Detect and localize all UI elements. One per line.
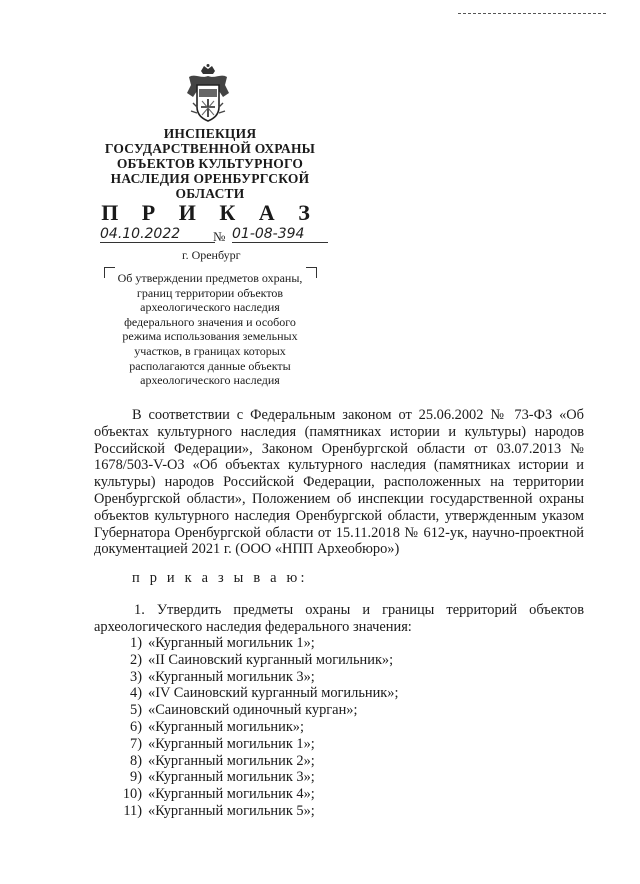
list-item: [110, 702, 398, 719]
order-date: 04.10.2022: [100, 226, 215, 243]
list-item: [110, 803, 398, 820]
list-item-text: «Курганный могильник 2»;: [148, 752, 315, 769]
list-item: [110, 685, 398, 702]
list-item-text: «IV Саиновский курганный могильник»;: [148, 685, 399, 702]
preamble-paragraph: В соответствии с Федеральным законом от 25.06.2002 № 73-ФЗ «Об объектах культурного наследия (памятниках истории и культуры) народов Российской Федерации», Законом Оренбургской области от 03.07.2013 № 1678/503-V-ОЗ «Об объектах культурного наследия (памятниках истории и культуры) народов Российской Федерации, расположенных на территории Оренбургской области», Положением об инспекции государственной охраны объектов культурного наследия Оренбургской области, утвержденным указом Губернатора Оренбургской области от 15.11.2018 № 612-ук, научно-проектной документацией 2021 г. (ООО «НПП Археобюро»): [94, 407, 584, 558]
city-name: г. Оренбург: [182, 248, 241, 262]
org-line: ГОСУДАРСТВЕННОЙ ОХРАНЫ: [104, 141, 316, 156]
coat-of-arms-icon: [185, 63, 231, 123]
list-item-number: 2): [130, 651, 142, 668]
list-item-number: 4): [130, 685, 142, 702]
list-item: [110, 736, 398, 753]
heritage-objects-list: [110, 635, 398, 820]
list-item-number: 8): [130, 752, 142, 769]
list-item-text: «Курганный могильник 3»;: [148, 769, 315, 786]
list-item-text: «Саиновский одиночный курган»;: [148, 702, 358, 719]
clause-1: 1. Утвердить предметы охраны и границы территорий объектов археологического наследия федерального значения:: [94, 602, 584, 635]
list-item-text: «Курганный могильник 1»;: [148, 735, 315, 752]
list-item-text: «Курганный могильник 1»;: [148, 635, 315, 651]
list-item-number: 6): [130, 718, 142, 735]
list-item-text: «Курганный могильник»;: [148, 718, 304, 735]
organization-name: [92, 126, 328, 201]
list-item-number: 7): [130, 735, 142, 752]
list-item: [110, 719, 398, 736]
list-item: [110, 635, 398, 652]
list-item: [110, 652, 398, 669]
document-type-title: П Р И К А З: [101, 200, 319, 225]
list-item: [110, 753, 398, 770]
list-item-number: 11): [123, 802, 142, 819]
order-word: п р и к а з ы в а ю:: [132, 570, 308, 586]
order-number: 01-08-394: [232, 226, 328, 243]
list-item-number: 1): [130, 635, 142, 651]
org-line: НАСЛЕДИЯ ОРЕНБУРГСКОЙ: [110, 171, 310, 186]
list-item-text: «II Саиновский курганный могильник»;: [148, 651, 394, 668]
org-line: ИНСПЕКЦИЯ: [163, 126, 257, 141]
list-item-text: «Курганный могильник 3»;: [148, 668, 315, 685]
list-item-number: 10): [122, 786, 142, 803]
list-item: [110, 769, 398, 786]
list-item-number: 3): [130, 668, 142, 685]
list-item-number: 5): [130, 702, 142, 719]
list-item: [110, 786, 398, 803]
org-line: ОБЛАСТИ: [175, 186, 245, 201]
top-dashed-line: [458, 13, 606, 14]
order-subject: Об утверждении предметов охраны, границ территории объектов археологического наследия федерального значения и особого режима использования земельных участков, в границах которых располагаются данные объекты археологического наследия: [117, 271, 303, 388]
org-line: ОБЪЕКТОВ КУЛЬТУРНОГО: [116, 156, 304, 171]
list-item-text: «Курганный могильник 4»;: [148, 786, 315, 803]
list-item: [110, 669, 398, 686]
list-item-number: 9): [130, 769, 142, 786]
list-item-text: «Курганный могильник 5»;: [148, 802, 315, 819]
number-sign: №: [213, 229, 226, 244]
